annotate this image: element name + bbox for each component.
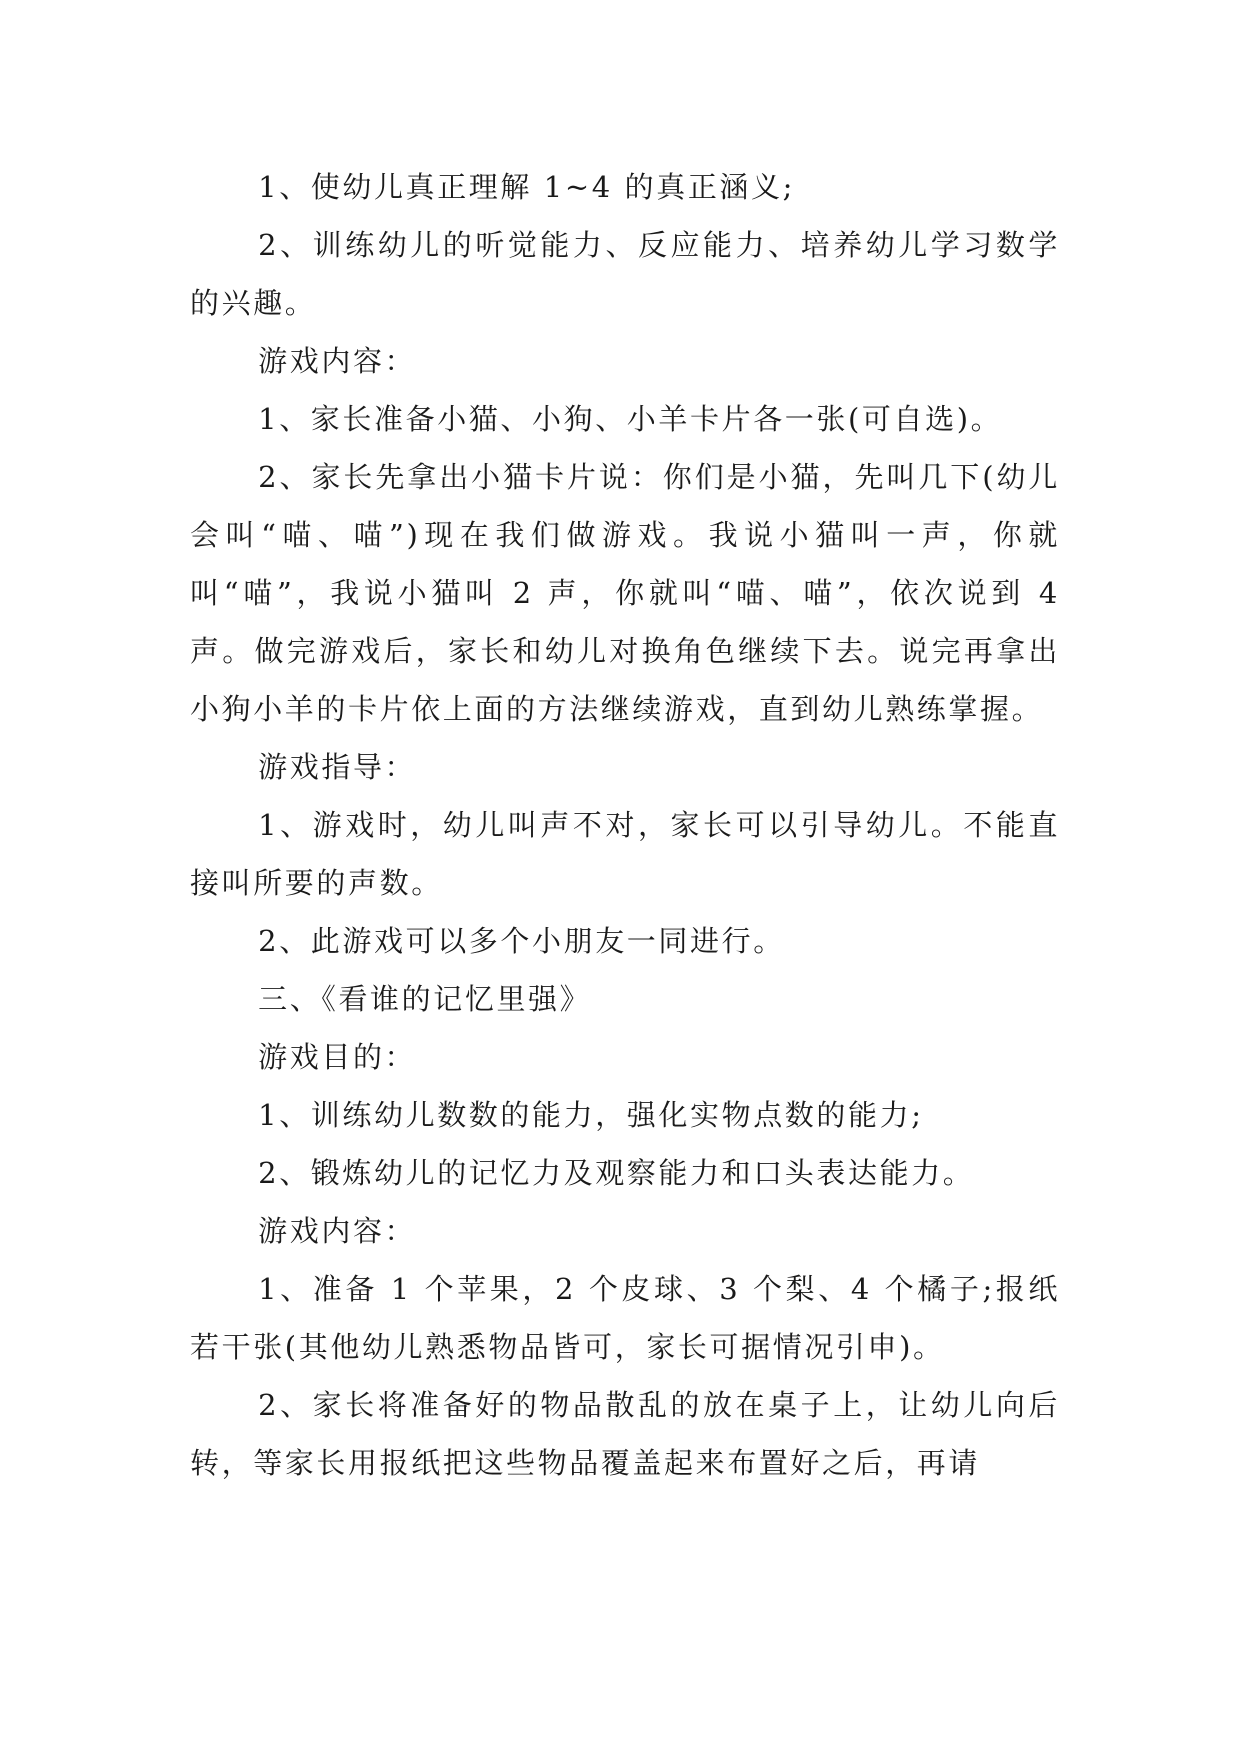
heading-game-content-3: 游戏内容：: [258, 1214, 417, 1248]
paragraph-guide-1: 1、游戏时，幼儿叫声不对，家长可以引导幼儿。不能直接叫所要的声数。: [190, 808, 1060, 900]
paragraph-goal-1: 1、使幼儿真正理解 1~4 的真正涵义;: [258, 170, 795, 204]
paragraph-guide-2: 2、此游戏可以多个小朋友一同进行。: [258, 924, 785, 958]
document-body: [190, 158, 1060, 1492]
paragraph-content-1: 1、家长准备小猫、小狗、小羊卡片各一张(可自选)。: [258, 402, 1003, 436]
paragraph-goal-2: 2、训练幼儿的听觉能力、反应能力、培养幼儿学习数学的兴趣。: [190, 228, 1060, 320]
paragraph-goal-3-2: 2、锻炼幼儿的记忆力及观察能力和口头表达能力。: [258, 1156, 975, 1190]
paragraph-content-2: 2、家长先拿出小猫卡片说：你们是小猫，先叫几下(幼儿会叫“喵、喵”)现在我们做游戏。我说小猫叫一声，你就叫“喵”，我说小猫叫 2 声，你就叫“喵、喵”，依次说到 4 声。做完游戏后，家长和幼儿对换角色继续下去。说完再拿出小狗小羊的卡片依上面的方法继续游戏，直到幼儿熟练掌握。: [190, 460, 1060, 726]
paragraph-content-3-2: 2、家长将准备好的物品散乱的放在桌子上，让幼儿向后转，等家长用报纸把这些物品覆盖起来布置好之后，再请: [190, 1388, 1060, 1480]
heading-game-guide: 游戏指导：: [258, 750, 417, 784]
paragraph-goal-3-1: 1、训练幼儿数数的能力，强化实物点数的能力;: [258, 1098, 924, 1132]
section-title-3: 三、《看谁的记忆里强》: [258, 982, 592, 1016]
heading-game-goal: 游戏目的：: [258, 1040, 417, 1074]
paragraph-content-3-1: 1、准备 1 个苹果，2 个皮球、3 个梨、4 个橘子;报纸若干张(其他幼儿熟悉物品皆可，家长可据情况引申)。: [190, 1272, 1060, 1364]
heading-game-content: 游戏内容：: [258, 344, 417, 378]
